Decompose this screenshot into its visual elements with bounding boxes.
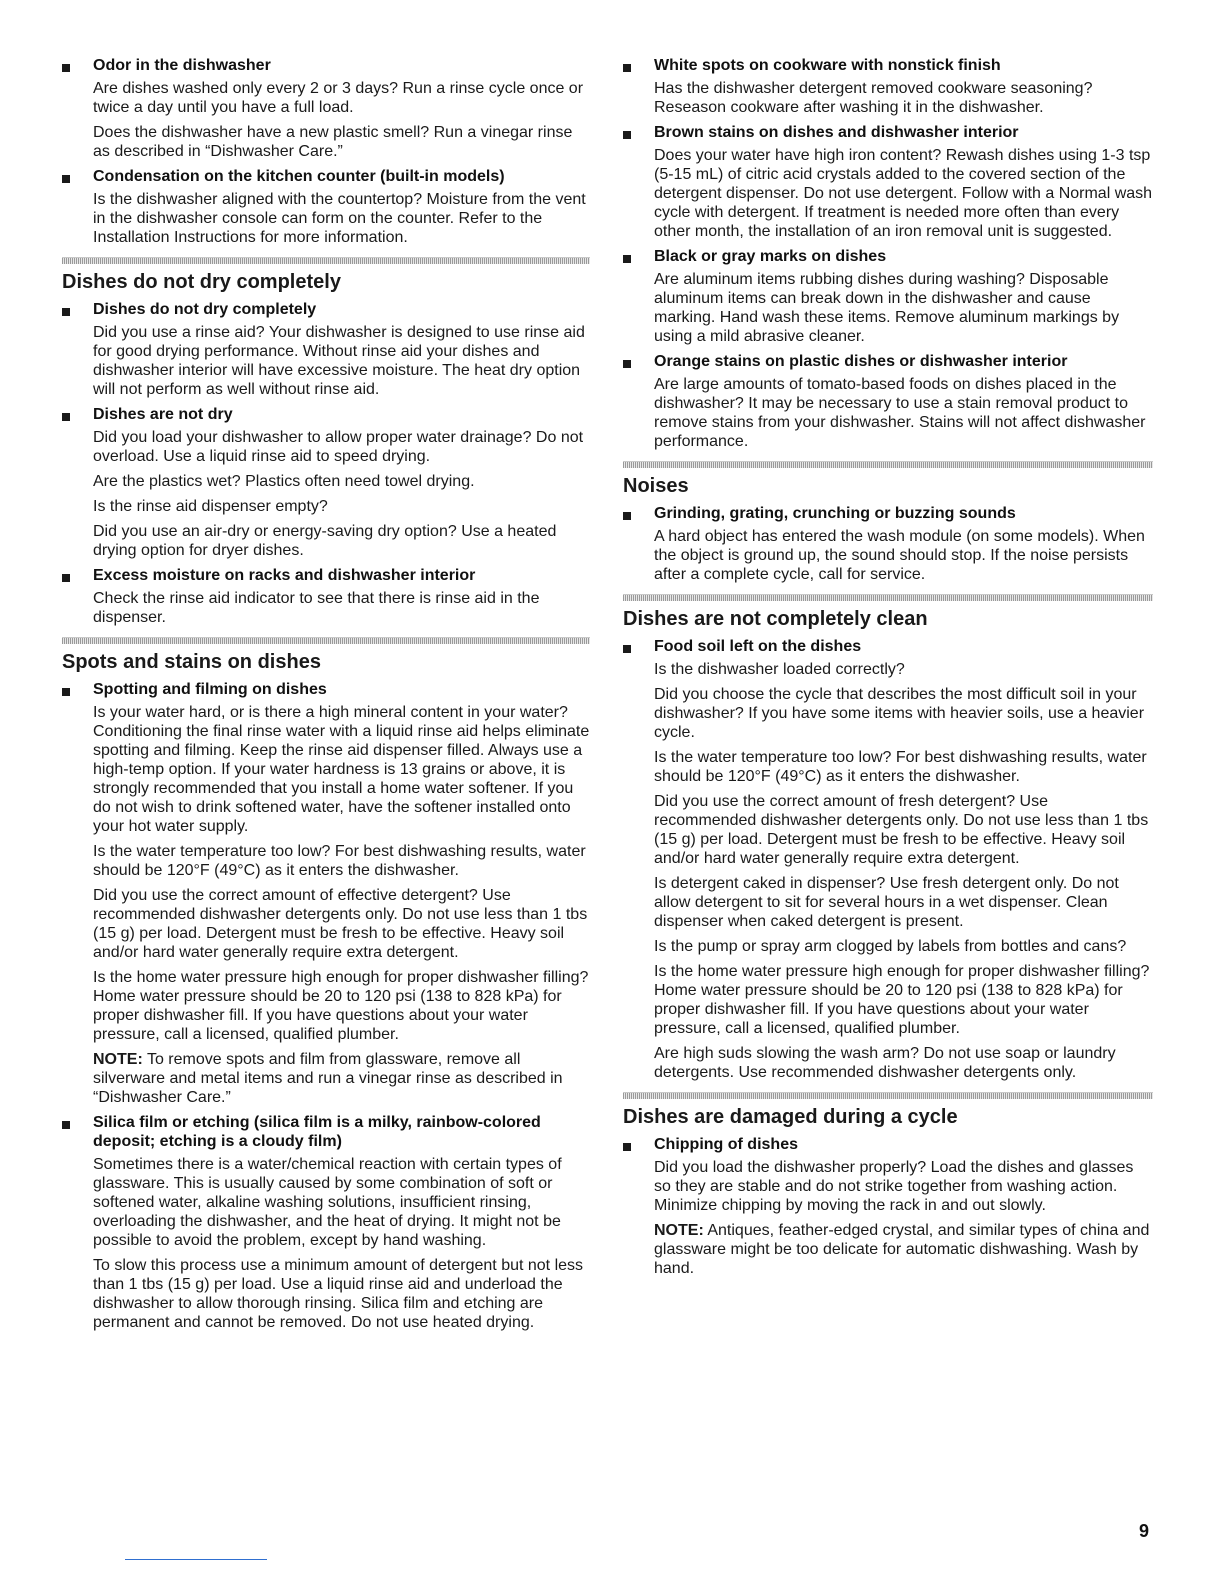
troubleshooting-item (623, 637, 1153, 1082)
item-heading: Spotting and filming on dishes (93, 681, 327, 698)
item-paragraph: Is the home water pressure high enough for proper dishwasher filling? Home water pressure should be 20 to 120 psi (138 to 828 kPa) for proper dishwasher fill. If you have questions about your water pressure, call a licensed, qualified plumber. (93, 969, 589, 1043)
note-text: Antiques, feather-edged crystal, and similar types of china and glassware might be too delicate for automatic dishwashing. Wash by hand. (654, 1222, 1150, 1277)
troubleshooting-item (623, 352, 1153, 451)
item-paragraph: Is detergent caked in dispenser? Use fresh detergent only. Do not allow detergent to sit for several hours in a wet dispenser. Clean dispenser when caked detergent is present. (654, 875, 1119, 930)
item-paragraph: Is the dishwasher aligned with the countertop? Moisture from the vent in the dishwasher console can form on the counter. Refer to the Installation Instructions for more information. (93, 191, 586, 246)
item-paragraph: Is the water temperature too low? For best dishwashing results, water should be 120°F (49°C) as it enters the dishwasher. (654, 749, 1147, 785)
item-paragraph: Did you load the dishwasher properly? Load the dishes and glasses so they are stable and do not strike together from washing action. Minimize chipping by moving the rack in and out slowly. (654, 1159, 1134, 1214)
right-intro-items (623, 56, 1153, 451)
section (623, 594, 1153, 1082)
square-bullet-icon (62, 413, 70, 421)
item-heading: Food soil left on the dishes (654, 638, 862, 655)
item-paragraph: Did you choose the cycle that describes the most difficult soil in your dishwasher? If you have some items with heavier soils, use a heavier cycle. (654, 686, 1145, 741)
section-title: Dishes do not dry completely (62, 271, 341, 293)
item-heading: Dishes are not dry (93, 406, 233, 423)
right-column (623, 56, 1153, 1284)
left-column (62, 56, 590, 1338)
item-paragraph: Has the dishwasher detergent removed cookware seasoning? Reseason cookware after washing it in the dishwasher. (654, 80, 1093, 116)
troubleshooting-item (623, 56, 1153, 117)
troubleshooting-item (623, 1135, 1153, 1278)
item-paragraph: Is the rinse aid dispenser empty? (93, 498, 328, 515)
square-bullet-icon (623, 1143, 631, 1151)
item-paragraph: Are high suds slowing the wash arm? Do not use soap or laundry detergents. Use recommended dishwasher detergents only. (654, 1045, 1116, 1081)
troubleshooting-item (623, 123, 1153, 241)
square-bullet-icon (623, 360, 631, 368)
item-heading: Excess moisture on racks and dishwasher interior (93, 567, 476, 584)
left-intro-items (62, 56, 590, 247)
troubleshooting-item (62, 56, 590, 161)
section (62, 257, 590, 627)
item-paragraph: Is the home water pressure high enough for proper dishwasher filling? Home water pressure should be 20 to 120 psi (138 to 828 kPa) for proper dishwasher fill. If you have questions about your water pressure, call a licensed, qualified plumber. (654, 963, 1150, 1037)
troubleshooting-item (62, 405, 590, 560)
item-paragraph: Are aluminum items rubbing dishes during washing? Disposable aluminum items can break down in the dishwasher and cause marking. Hand wash these items. Remove aluminum markings by using a mild abrasive cleaner. (654, 271, 1120, 345)
item-heading: Chipping of dishes (654, 1136, 798, 1153)
item-paragraph: Are large amounts of tomato-based foods on dishes placed in the dishwasher? It may be necessary to use a stain removal product to remove stains from your dishwasher. Stains will not affect dishwasher performance. (654, 376, 1146, 450)
item-paragraph: Did you use an air-dry or energy-saving dry option? Use a heated drying option for dryer dishes. (93, 523, 557, 559)
section-title: Dishes are not completely clean (623, 608, 928, 630)
troubleshooting-item (62, 680, 590, 1107)
item-heading: Odor in the dishwasher (93, 57, 271, 74)
note-paragraph (654, 1221, 1153, 1278)
square-bullet-icon (623, 64, 631, 72)
left-sections (62, 257, 590, 1332)
section-divider (623, 1092, 1153, 1099)
section-divider (623, 594, 1153, 601)
section (62, 637, 590, 1332)
item-paragraph: Is the pump or spray arm clogged by labels from bottles and cans? (654, 938, 1127, 955)
item-paragraph: Is the water temperature too low? For best dishwashing results, water should be 120°F (49°C) as it enters the dishwasher. (93, 843, 586, 879)
note-text: To remove spots and film from glassware, remove all silverware and metal items and run a vinegar rinse as described in “Dishwasher Care.” (93, 1051, 563, 1106)
square-bullet-icon (623, 131, 631, 139)
item-paragraph: Check the rinse aid indicator to see that there is rinse aid in the dispenser. (93, 590, 540, 626)
item-paragraph: Are the plastics wet? Plastics often need towel drying. (93, 473, 475, 490)
item-heading: Silica film or etching (silica film is a milky, rainbow-colored deposit; etching is a cloudy film) (93, 1114, 541, 1150)
section (623, 1092, 1153, 1278)
item-paragraph: Is your water hard, or is there a high mineral content in your water? Conditioning the final rinse water with a liquid rinse aid helps eliminate spotting and filming. Keep the rinse aid dispenser filled. Always use a high-temp option. If your water hardness is 13 grains or above, it is strongly recommended that you install a home water softener. If you do not wish to drink softened water, have the softener installed onto your hot water supply. (93, 704, 590, 835)
note-label: NOTE: (654, 1222, 704, 1239)
section-divider (62, 637, 590, 644)
item-paragraph: Did you use a rinse aid? Your dishwasher is designed to use rinse aid for good drying performance. Without rinse aid your dishes and dishwasher interior will have excessive moisture. The heat dry option will not perform as well without rinse aid. (93, 324, 585, 398)
item-paragraph: Did you load your dishwasher to allow proper water drainage? Do not overload. Use a liquid rinse aid to speed drying. (93, 429, 584, 465)
section-divider (62, 257, 590, 264)
section (623, 461, 1153, 584)
item-heading: Brown stains on dishes and dishwasher interior (654, 124, 1019, 141)
note-paragraph (93, 1050, 590, 1107)
item-paragraph: Does your water have high iron content? Rewash dishes using 1-3 tsp (5-15 mL) of citric acid crystals added to the covered section of the detergent dispenser. Do not use detergent. Follow with a Normal wash cycle with detergent. If treatment is needed more often than every other month, the installation of an iron removal unit is suggested. (654, 147, 1153, 240)
item-paragraph: Sometimes there is a water/chemical reaction with certain types of glassware. This is usually caused by some combination of soft or softened water, alkaline washing solutions, insufficient rinsing, overloading the dishwasher, and the heat of drying. It might not be possible to avoid the problem, except by hand washing. (93, 1156, 562, 1249)
item-paragraph: Is the dishwasher loaded correctly? (654, 661, 905, 678)
right-sections (623, 461, 1153, 1278)
item-paragraph: Did you use the correct amount of effective detergent? Use recommended dishwasher detergents only. Do not use less than 1 tbs (15 g) per load. Detergent must be fresh to be effective. Heavy soil and/or hard water generally require extra detergent. (93, 887, 588, 961)
item-heading: Condensation on the kitchen counter (built-in models) (93, 168, 505, 185)
square-bullet-icon (62, 175, 70, 183)
item-paragraph: Did you use the correct amount of fresh detergent? Use recommended dishwasher detergents only. Do not use less than 1 tbs (15 g) per load. Detergent must be fresh to be effective. Heavy soil and/or hard water generally require extra detergent. (654, 793, 1149, 867)
note-label: NOTE: (93, 1051, 143, 1068)
section-title: Spots and stains on dishes (62, 651, 321, 673)
troubleshooting-item (62, 566, 590, 627)
troubleshooting-item (623, 247, 1153, 346)
item-heading: Grinding, grating, crunching or buzzing sounds (654, 505, 1016, 522)
item-heading: Orange stains on plastic dishes or dishwasher interior (654, 353, 1068, 370)
section-divider (623, 461, 1153, 468)
item-heading: Black or gray marks on dishes (654, 248, 887, 265)
page-number: 9 (1139, 1521, 1150, 1541)
square-bullet-icon (62, 64, 70, 72)
section-title: Noises (623, 475, 689, 497)
item-paragraph: A hard object has entered the wash module (on some models). When the object is ground up, the sound should stop. If the noise persists after a complete cycle, call for service. (654, 528, 1145, 583)
item-paragraph: Are dishes washed only every 2 or 3 days? Run a rinse cycle once or twice a day until you have a full load. (93, 80, 584, 116)
section-title: Dishes are damaged during a cycle (623, 1106, 958, 1128)
square-bullet-icon (62, 308, 70, 316)
square-bullet-icon (623, 645, 631, 653)
square-bullet-icon (62, 574, 70, 582)
square-bullet-icon (623, 255, 631, 263)
item-heading: White spots on cookware with nonstick finish (654, 57, 1001, 74)
troubleshooting-item (62, 167, 590, 247)
troubleshooting-item (623, 504, 1153, 584)
item-paragraph: Does the dishwasher have a new plastic smell? Run a vinegar rinse as described in “Dishwasher Care.” (93, 124, 573, 160)
troubleshooting-item (62, 300, 590, 399)
item-paragraph: To slow this process use a minimum amount of detergent but not less than 1 tbs (15 g) per load. Use a liquid rinse aid and underload the dishwasher to allow thorough rinsing. Silica film and etching are permanent and cannot be removed. Do not use heated drying. (93, 1257, 584, 1331)
troubleshooting-item (62, 1113, 590, 1332)
footer-rule (125, 1559, 267, 1560)
square-bullet-icon (62, 1121, 70, 1129)
square-bullet-icon (62, 688, 70, 696)
square-bullet-icon (623, 512, 631, 520)
item-heading: Dishes do not dry completely (93, 301, 317, 318)
